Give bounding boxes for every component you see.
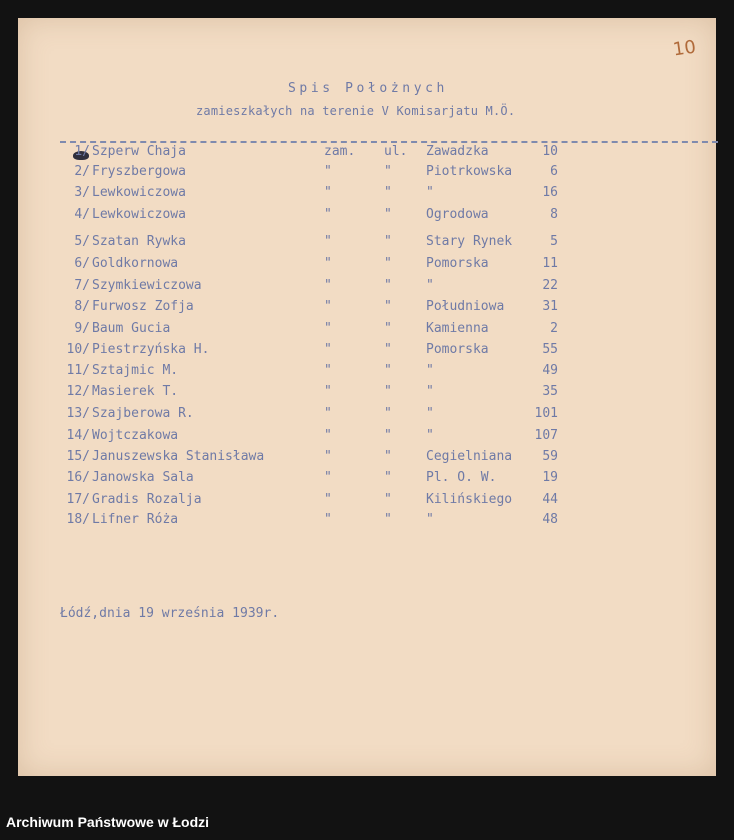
midwife-name: Szperw Chaja — [92, 144, 186, 159]
street-prefix-ditto: " — [384, 185, 392, 200]
street-name: Pl. O. W. — [426, 470, 497, 485]
row-number: 17/ — [66, 492, 90, 507]
list-item — [18, 384, 716, 404]
row-number: 14/ — [66, 428, 90, 443]
house-number: 49 — [542, 363, 558, 378]
row-number: 9/ — [74, 321, 90, 336]
residence-ditto: zam. — [324, 144, 356, 159]
row-number: 12/ — [66, 384, 90, 399]
street-prefix-ditto: " — [384, 492, 392, 507]
house-number: 11 — [542, 256, 558, 271]
residence-ditto: " — [324, 428, 332, 443]
residence-ditto: " — [324, 406, 332, 421]
midwife-name: Gradis Rozalja — [92, 492, 202, 507]
street-prefix-ditto: " — [384, 363, 392, 378]
house-number: 48 — [542, 512, 558, 527]
list-item — [18, 256, 716, 276]
street-name: Południowa — [426, 299, 505, 314]
midwife-name: Goldkornowa — [92, 256, 179, 271]
house-number: 10 — [542, 144, 558, 159]
row-number: 11/ — [66, 363, 90, 378]
row-number: 10/ — [66, 342, 90, 357]
list-item — [18, 342, 716, 362]
list-item — [18, 470, 716, 490]
midwife-name: Januszewska Stanisława — [92, 449, 265, 464]
house-number: 31 — [542, 299, 558, 314]
row-number: 16/ — [66, 470, 90, 485]
street-name: " — [426, 428, 434, 443]
residence-ditto: " — [324, 449, 332, 464]
street-name: Stary Rynek — [426, 234, 513, 249]
street-prefix-ditto: " — [384, 449, 392, 464]
street-name: " — [426, 363, 434, 378]
midwife-name: Baum Gucia — [92, 321, 171, 336]
street-prefix-ditto: " — [384, 342, 392, 357]
street-prefix-ditto: ul. — [384, 144, 408, 159]
street-prefix-ditto: " — [384, 512, 392, 527]
house-number: 19 — [542, 470, 558, 485]
street-name: " — [426, 185, 434, 200]
row-number: 6/ — [74, 256, 90, 271]
residence-ditto: " — [324, 342, 332, 357]
document-page — [18, 18, 716, 776]
row-number: 4/ — [74, 207, 90, 222]
street-prefix-ditto: " — [384, 299, 392, 314]
street-prefix-ditto: " — [384, 207, 392, 222]
house-number: 6 — [550, 164, 558, 179]
residence-ditto: " — [324, 470, 332, 485]
row-number: 15/ — [66, 449, 90, 464]
midwife-name: Sztajmic M. — [92, 363, 179, 378]
house-number: 22 — [542, 278, 558, 293]
residence-ditto: " — [324, 512, 332, 527]
midwife-name: Janowska Sala — [92, 470, 194, 485]
residence-ditto: " — [324, 384, 332, 399]
residence-ditto: " — [324, 256, 332, 271]
midwife-name: Lewkowiczowa — [92, 185, 186, 200]
document-title: Spis Położnych — [288, 81, 448, 96]
house-number: 55 — [542, 342, 558, 357]
house-number: 2 — [550, 321, 558, 336]
street-name: " — [426, 512, 434, 527]
house-number: 107 — [534, 428, 558, 443]
row-number: 2/ — [74, 164, 90, 179]
residence-ditto: " — [324, 185, 332, 200]
midwife-name: Lifner Róża — [92, 512, 179, 527]
street-prefix-ditto: " — [384, 321, 392, 336]
house-number: 8 — [550, 207, 558, 222]
midwife-name: Lewkowiczowa — [92, 207, 186, 222]
row-number: 7/ — [74, 278, 90, 293]
midwife-name: Wojtczakowa — [92, 428, 179, 443]
list-item — [18, 428, 716, 448]
list-item — [18, 207, 716, 227]
street-prefix-ditto: " — [384, 384, 392, 399]
document-subtitle: zamieszkałych na terenie V Komisarjatu M.Ö. — [196, 104, 516, 118]
row-number: 8/ — [74, 299, 90, 314]
street-name: Pomorska — [426, 256, 489, 271]
list-item — [18, 492, 716, 512]
midwife-name: Szajberowa R. — [92, 406, 194, 421]
residence-ditto: " — [324, 492, 332, 507]
midwife-name: Szatan Rywka — [92, 234, 186, 249]
midwife-name: Szymkiewiczowa — [92, 278, 202, 293]
row-number: 3/ — [74, 185, 90, 200]
residence-ditto: " — [324, 234, 332, 249]
midwife-name: Piestrzyńska H. — [92, 342, 210, 357]
street-prefix-ditto: " — [384, 256, 392, 271]
residence-ditto: " — [324, 299, 332, 314]
list-item — [18, 299, 716, 319]
street-name: Ogrodowa — [426, 207, 489, 222]
date-line: Łódź,dnia 19 września 1939r. — [60, 606, 280, 621]
street-name: Cegielniana — [426, 449, 513, 464]
row-number: 1/ — [74, 144, 90, 159]
row-number: 5/ — [74, 234, 90, 249]
house-number: 44 — [542, 492, 558, 507]
street-name: Kamienna — [426, 321, 489, 336]
street-prefix-ditto: " — [384, 406, 392, 421]
page-number: 10 — [671, 36, 698, 61]
street-name: Piotrkowska — [426, 164, 513, 179]
list-item — [18, 234, 716, 254]
house-number: 16 — [542, 185, 558, 200]
list-item — [18, 144, 716, 164]
list-item — [18, 278, 716, 298]
street-name: Zawadzka — [426, 144, 489, 159]
residence-ditto: " — [324, 164, 332, 179]
midwife-name: Masierek T. — [92, 384, 179, 399]
list-item — [18, 363, 716, 383]
house-number: 59 — [542, 449, 558, 464]
list-item — [18, 185, 716, 205]
list-item — [18, 449, 716, 469]
street-name: Pomorska — [426, 342, 489, 357]
residence-ditto: " — [324, 278, 332, 293]
house-number: 5 — [550, 234, 558, 249]
midwife-name: Fryszbergowa — [92, 164, 186, 179]
street-prefix-ditto: " — [384, 470, 392, 485]
row-number: 18/ — [66, 512, 90, 527]
street-prefix-ditto: " — [384, 278, 392, 293]
street-prefix-ditto: " — [384, 164, 392, 179]
list-item — [18, 512, 716, 532]
residence-ditto: " — [324, 363, 332, 378]
list-item — [18, 406, 716, 426]
street-prefix-ditto: " — [384, 234, 392, 249]
list-item — [18, 321, 716, 341]
street-name: " — [426, 278, 434, 293]
archive-footer — [0, 800, 734, 840]
list-item — [18, 164, 716, 184]
street-prefix-ditto: " — [384, 428, 392, 443]
street-name: " — [426, 384, 434, 399]
archive-name: Archiwum Państwowe w Łodzi — [6, 814, 210, 830]
house-number: 35 — [542, 384, 558, 399]
residence-ditto: " — [324, 321, 332, 336]
midwife-name: Furwosz Zofja — [92, 299, 194, 314]
residence-ditto: " — [324, 207, 332, 222]
street-name: Kilińskiego — [426, 492, 513, 507]
row-number: 13/ — [66, 406, 90, 421]
street-name: " — [426, 406, 434, 421]
house-number: 101 — [534, 406, 558, 421]
dashed-divider — [60, 141, 718, 143]
